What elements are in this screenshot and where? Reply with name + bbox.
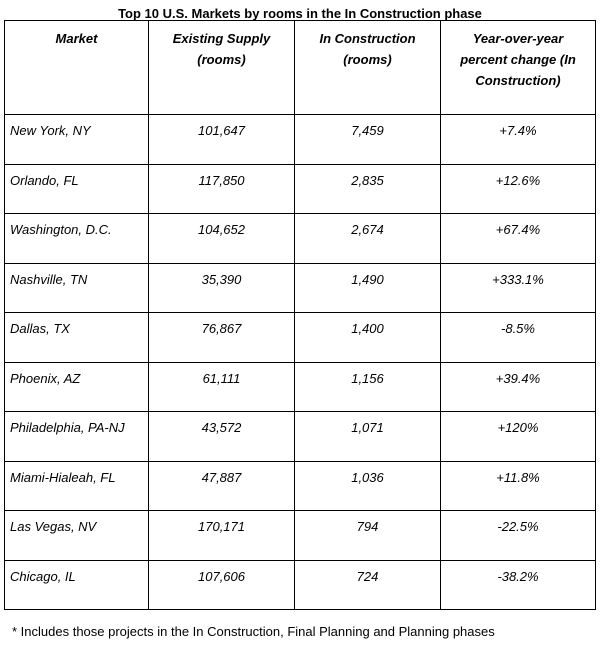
market-cell: Dallas, TX bbox=[5, 313, 149, 363]
table-row bbox=[5, 560, 596, 610]
market-cell: New York, NY bbox=[5, 115, 149, 165]
yoy-change-cell: +7.4% bbox=[441, 115, 596, 165]
yoy-change-cell: +120% bbox=[441, 412, 596, 462]
in-construction-cell: 2,674 bbox=[295, 214, 441, 264]
table-row bbox=[5, 115, 596, 165]
in-construction-cell: 1,071 bbox=[295, 412, 441, 462]
table-row bbox=[5, 313, 596, 363]
market-cell: Philadelphia, PA-NJ bbox=[5, 412, 149, 462]
column-header-yoy-change-text: Year-over-year percent change (In Construction) bbox=[460, 31, 576, 88]
yoy-change-cell: -38.2% bbox=[441, 560, 596, 610]
yoy-change-cell: -22.5% bbox=[441, 511, 596, 561]
yoy-change-cell: +67.4% bbox=[441, 214, 596, 264]
column-header-yoy-change bbox=[441, 21, 596, 115]
markets-table bbox=[4, 20, 596, 610]
in-construction-cell: 724 bbox=[295, 560, 441, 610]
existing-supply-cell: 76,867 bbox=[149, 313, 295, 363]
column-header-existing-supply-text: Existing Supply (rooms) bbox=[172, 31, 271, 67]
column-header-in-construction-text: In Construction (rooms) bbox=[319, 31, 416, 67]
yoy-change-cell: -8.5% bbox=[441, 313, 596, 363]
table-row bbox=[5, 362, 596, 412]
market-cell: Phoenix, AZ bbox=[5, 362, 149, 412]
existing-supply-cell: 104,652 bbox=[149, 214, 295, 264]
yoy-change-cell: +333.1% bbox=[441, 263, 596, 313]
table-row bbox=[5, 164, 596, 214]
existing-supply-cell: 61,111 bbox=[149, 362, 295, 412]
table-row bbox=[5, 511, 596, 561]
yoy-change-cell: +12.6% bbox=[441, 164, 596, 214]
in-construction-cell: 1,490 bbox=[295, 263, 441, 313]
in-construction-cell: 1,400 bbox=[295, 313, 441, 363]
column-header-existing-supply bbox=[149, 21, 295, 115]
market-cell: Las Vegas, NV bbox=[5, 511, 149, 561]
market-cell: Nashville, TN bbox=[5, 263, 149, 313]
existing-supply-cell: 43,572 bbox=[149, 412, 295, 462]
market-cell: Chicago, IL bbox=[5, 560, 149, 610]
table-row bbox=[5, 412, 596, 462]
existing-supply-cell: 170,171 bbox=[149, 511, 295, 561]
market-cell: Orlando, FL bbox=[5, 164, 149, 214]
table-title: Top 10 U.S. Markets by rooms in the In Construction phase bbox=[118, 6, 482, 21]
in-construction-cell: 794 bbox=[295, 511, 441, 561]
table-row bbox=[5, 461, 596, 511]
market-cell: Washington, D.C. bbox=[5, 214, 149, 264]
table-row bbox=[5, 263, 596, 313]
column-header-market bbox=[5, 21, 149, 115]
existing-supply-cell: 107,606 bbox=[149, 560, 295, 610]
yoy-change-cell: +11.8% bbox=[441, 461, 596, 511]
in-construction-cell: 2,835 bbox=[295, 164, 441, 214]
yoy-change-cell: +39.4% bbox=[441, 362, 596, 412]
table-row bbox=[5, 214, 596, 264]
in-construction-cell: 7,459 bbox=[295, 115, 441, 165]
existing-supply-cell: 117,850 bbox=[149, 164, 295, 214]
in-construction-cell: 1,036 bbox=[295, 461, 441, 511]
market-cell: Miami-Hialeah, FL bbox=[5, 461, 149, 511]
column-header-market-text: Market bbox=[55, 31, 98, 46]
table-header-row bbox=[5, 21, 596, 115]
existing-supply-cell: 35,390 bbox=[149, 263, 295, 313]
footnote: * Includes those projects in the In Construction, Final Planning and Planning phases bbox=[12, 624, 495, 639]
in-construction-cell: 1,156 bbox=[295, 362, 441, 412]
existing-supply-cell: 101,647 bbox=[149, 115, 295, 165]
column-header-in-construction bbox=[295, 21, 441, 115]
existing-supply-cell: 47,887 bbox=[149, 461, 295, 511]
